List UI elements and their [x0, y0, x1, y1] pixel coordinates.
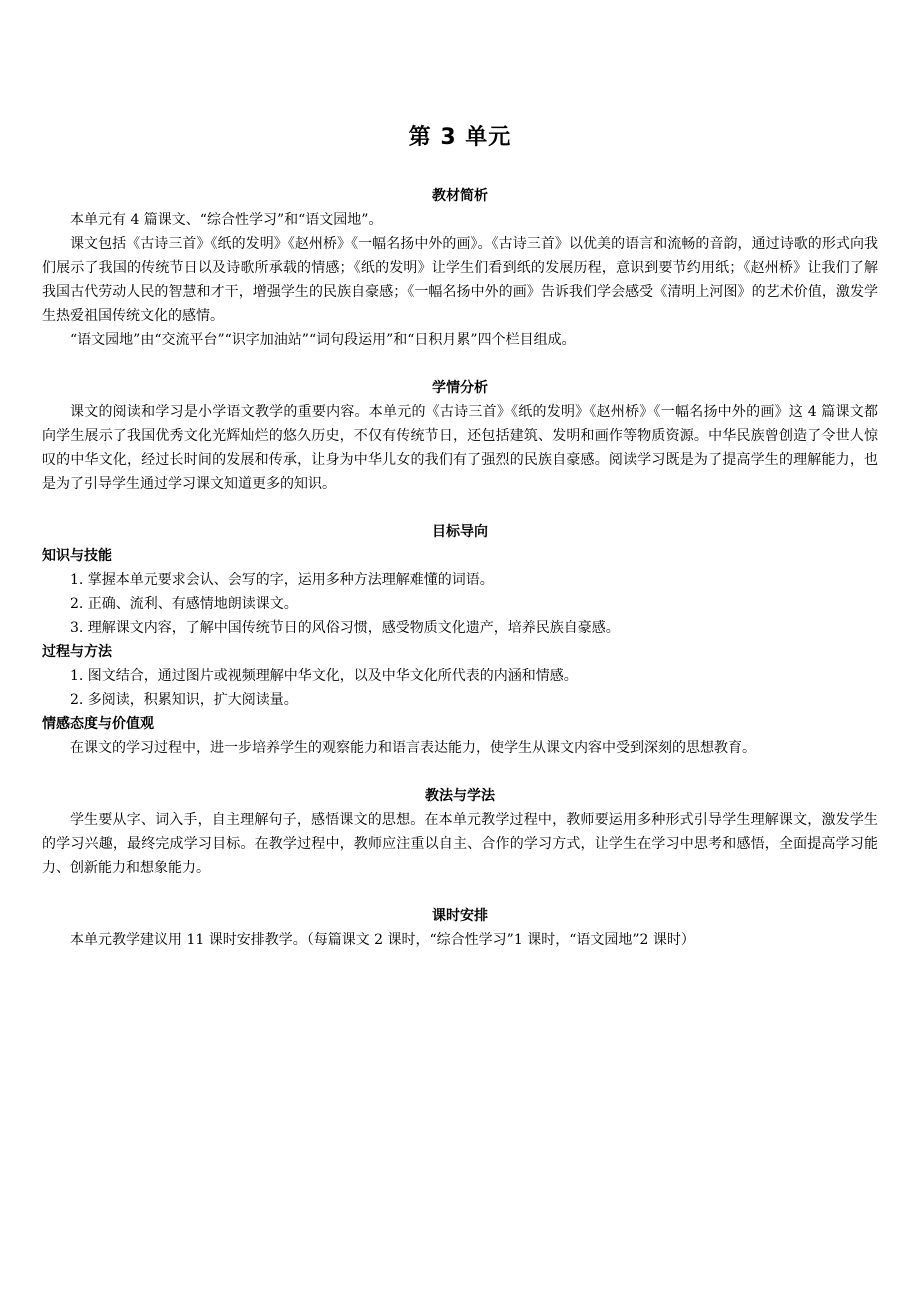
section-goals: [42, 520, 878, 760]
list-item: 2. 多阅读，积累知识，扩大阅读量。: [70, 692, 298, 708]
paragraph: 学生要从字、词入手，自主理解句子，感悟课文的思想。在本单元教学过程中，教师要运用多种形式引导学生理解课文，激发学生的学习兴趣，最终完成学习目标。在教学过程中，教师应注重以自主、合作的学习方式，让学生在学习中思考和感悟，全面提高学习能力、创新能力和想象能力。: [42, 812, 878, 876]
subheading-process: 过程与方法: [42, 644, 112, 660]
paragraph: 在课文的学习过程中，进一步培养学生的观察能力和语言表达能力，使学生从课文内容中受到深刻的思想教育。: [70, 740, 756, 756]
page-title: 第 3 单元: [408, 125, 512, 150]
subheading-attitude: 情感态度与价值观: [42, 716, 154, 732]
document-body: [42, 184, 878, 952]
paragraph: 课文包括《古诗三首》《纸的发明》《赵州桥》《一幅名扬中外的画》。《古诗三首》以优美的语言和流畅的音韵，通过诗歌的形式向我们展示了我国的传统节日以及诗歌所承载的情感；《纸的发明》让学生们看到纸的发展历程，意识到要节约用纸；《赵州桥》让我们了解我国古代劳动人民的智慧和才干，增强学生的民族自豪感；《一幅名扬中外的画》告诉我们学会感受《清明上河图》的艺术价值，激发学生热爱祖国传统文化的感情。: [42, 236, 878, 324]
section-heading: 教法与学法: [425, 788, 495, 804]
section-methods: [42, 784, 878, 880]
section-textbook-analysis: [42, 184, 878, 352]
list-item: 3. 理解课文内容，了解中国传统节日的风俗习惯，感受物质文化遗产，培养民族自豪感。: [70, 620, 620, 636]
paragraph: 课文的阅读和学习是小学语文教学的重要内容。本单元的《古诗三首》《纸的发明》《赵州桥》《一幅名扬中外的画》这 4 篇课文都向学生展示了我国优秀文化光辉灿烂的悠久历史，不仅有传统节日，还包括建筑、发明和画作等物质资源。中华民族曾创造了令世人惊叹的中华文化，经过长时间的发展和传承，让身为中华儿女的我们有了强烈的民族自豪感。阅读学习既是为了提高学生的理解能力，也是为了引导学生通过学习课文知道更多的知识。: [42, 404, 878, 492]
list-item: 1. 掌握本单元要求会认、会写的字，运用多种方法理解难懂的词语。: [70, 572, 494, 588]
paragraph: 本单元教学建议用 11 课时安排教学。（每篇课文 2 课时，“综合性学习”1 课时，“语文园地”2 课时）: [70, 932, 695, 948]
paragraph: “语文园地”由“交流平台”“识字加油站”“词句段运用”和“日积月累”四个栏目组成。: [70, 332, 576, 348]
list-item: 2. 正确、流利、有感情地朗读课文。: [70, 596, 298, 612]
paragraph: 本单元有 4 篇课文、“综合性学习”和“语文园地”。: [70, 212, 383, 228]
section-learning-analysis: [42, 376, 878, 496]
section-heading: 目标导向: [432, 524, 488, 540]
section-schedule: [42, 904, 878, 952]
list-item: 1. 图文结合，通过图片或视频理解中华文化，以及中华文化所代表的内涵和情感。: [70, 668, 578, 684]
section-heading: 课时安排: [432, 908, 488, 924]
section-heading: 学情分析: [432, 380, 488, 396]
subheading-knowledge: 知识与技能: [42, 548, 112, 564]
section-heading: 教材简析: [432, 188, 488, 204]
